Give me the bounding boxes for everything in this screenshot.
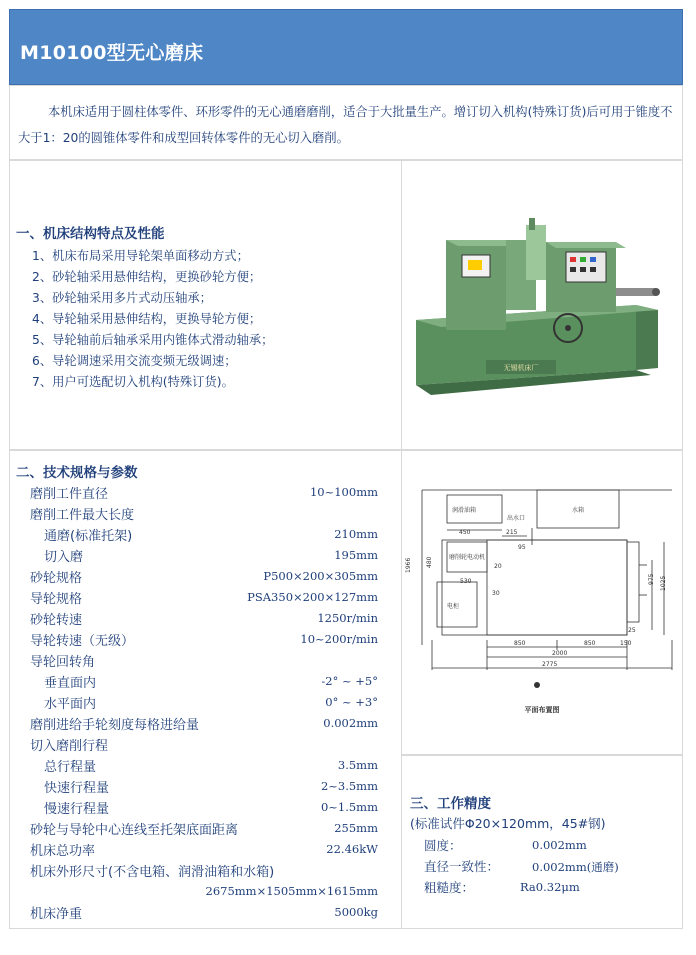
machine-plate: 无锡机床厂 bbox=[503, 364, 539, 372]
spec-value: 255mm bbox=[334, 821, 378, 835]
feature-item: 6、导轮调速采用交流变频无级调速； bbox=[32, 354, 237, 368]
svg-text:530: 530 bbox=[460, 578, 472, 585]
spec-value: 5000kg bbox=[334, 905, 378, 919]
svg-text:25: 25 bbox=[628, 627, 636, 634]
label-motor: 磨削轮电动机 bbox=[449, 554, 486, 561]
spec-value: 2~3.5mm bbox=[320, 779, 378, 793]
intro-text: 本机床适用于圆柱体零件、环形零件的无心通磨磨削，适合于大批量生产。增订切入机构(特殊订货)后可用于锥度不大于1：20的圆锥体零件和成型回转体零件的无心切入磨削。 bbox=[18, 105, 673, 145]
spec-value: PSA350×200×127mm bbox=[247, 590, 378, 604]
spec-label: 快速行程量 bbox=[44, 781, 110, 796]
feature-item: 4、导轮轴采用悬伸结构，更换导轮方便； bbox=[32, 312, 262, 326]
spec-label: 切入磨 bbox=[44, 550, 84, 565]
title-bar bbox=[9, 9, 683, 85]
label-outlet: 出水口 bbox=[507, 515, 526, 522]
feature-item: 5、导轮轴前后轴承采用内锥体式滑动轴承； bbox=[32, 333, 274, 347]
spec-label: 砂轮转速 bbox=[30, 613, 83, 628]
svg-text:480: 480 bbox=[426, 556, 433, 568]
svg-text:450: 450 bbox=[459, 529, 471, 536]
spec-value: 0.002mm bbox=[323, 716, 378, 730]
spec-label: 导轮回转角 bbox=[30, 655, 96, 670]
svg-text:2000: 2000 bbox=[552, 650, 568, 657]
accuracy-subtitle: (标准试件Φ20×120mm，45#钢) bbox=[410, 816, 606, 831]
features-title: 一、机床结构特点及性能 bbox=[16, 226, 165, 242]
svg-text:150: 150 bbox=[620, 640, 632, 647]
spec-value: 10~200r/min bbox=[300, 632, 378, 646]
spec-label: 磨削进给手轮刻度每格进给量 bbox=[30, 718, 200, 733]
spec-value: -2° ~ +5° bbox=[321, 674, 378, 688]
feature-item: 3、砂轮轴采用多片式动压轴承； bbox=[32, 291, 212, 305]
svg-text:95: 95 bbox=[518, 544, 526, 551]
spec-label: 机床外形尺寸(不含电箱、润滑油箱和水箱) bbox=[30, 865, 275, 880]
svg-text:1966: 1966 bbox=[405, 557, 412, 573]
page-title: M10100型无心磨床 bbox=[20, 42, 204, 64]
svg-text:2775: 2775 bbox=[542, 661, 558, 668]
feature-item: 7、用户可选配切入机构(特殊订货)。 bbox=[32, 375, 234, 389]
spec-label: 机床净重 bbox=[30, 907, 83, 922]
spec-value: 3.5mm bbox=[337, 758, 378, 772]
spec-value: 0° ~ +3° bbox=[325, 695, 378, 709]
spec-value: 1250r/min bbox=[317, 611, 378, 625]
svg-text:30: 30 bbox=[492, 590, 500, 597]
accuracy-value: Ra0.32μm bbox=[520, 880, 580, 894]
layout-caption: 平面布置图 bbox=[524, 706, 560, 714]
accuracy-value: 0.002mm(通磨) bbox=[532, 860, 619, 874]
spec-label: 导轮规格 bbox=[30, 592, 83, 607]
layout-plan-drawing bbox=[402, 470, 682, 718]
accuracy-label: 直径一致性： bbox=[424, 859, 500, 874]
svg-text:1025: 1025 bbox=[660, 575, 667, 591]
accuracy-title: 三、工作精度 bbox=[410, 796, 491, 812]
svg-text:850: 850 bbox=[584, 640, 596, 647]
spec-value: 10~100mm bbox=[309, 485, 378, 499]
feature-item: 2、砂轮轴采用悬伸结构，更换砂轮方便； bbox=[32, 270, 262, 284]
spec-label: 水平面内 bbox=[44, 697, 97, 712]
accuracy-value: 0.002mm bbox=[532, 838, 587, 852]
spec-label: 磨削工件最大长度 bbox=[30, 508, 135, 523]
spec-label: 机床总功率 bbox=[30, 844, 96, 859]
svg-text:20: 20 bbox=[494, 563, 502, 570]
label-cabinet: 电柜 bbox=[447, 603, 460, 610]
spec-label: 切入磨削行程 bbox=[30, 739, 109, 754]
spec-value: P500×200×305mm bbox=[263, 569, 378, 583]
spec-label: 砂轮规格 bbox=[30, 571, 83, 586]
svg-text:215: 215 bbox=[506, 529, 518, 536]
feature-item: 1、机床布局采用导轮架单面移动方式； bbox=[32, 249, 249, 263]
specs-title: 二、技术规格与参数 bbox=[16, 465, 138, 481]
svg-text:850: 850 bbox=[514, 640, 526, 647]
spec-label: 慢速行程量 bbox=[44, 802, 110, 817]
spec-value: 2675mm×1505mm×1615mm bbox=[205, 884, 378, 898]
svg-text:975: 975 bbox=[648, 573, 655, 585]
spec-value: 22.46kW bbox=[326, 842, 378, 856]
spec-value: 195mm bbox=[334, 548, 378, 562]
accuracy-label: 圆度： bbox=[424, 838, 462, 853]
spec-value: 0~1.5mm bbox=[320, 800, 378, 814]
accuracy-label: 粗糙度： bbox=[424, 880, 475, 895]
spec-label: 砂轮与导轮中心连线至托架底面距离 bbox=[30, 823, 239, 838]
spec-label: 垂直面内 bbox=[44, 676, 97, 691]
label-lube-tank: 润滑油箱 bbox=[452, 507, 477, 514]
spec-value: 210mm bbox=[334, 527, 378, 541]
spec-label: 导轮转速（无级） bbox=[30, 634, 135, 649]
spec-label: 通磨(标准托架) bbox=[44, 529, 133, 544]
spec-label: 总行程量 bbox=[44, 760, 97, 775]
spec-label: 磨削工件直径 bbox=[30, 487, 109, 502]
label-water-tank: 水箱 bbox=[572, 507, 585, 514]
machine-photo bbox=[406, 200, 678, 402]
